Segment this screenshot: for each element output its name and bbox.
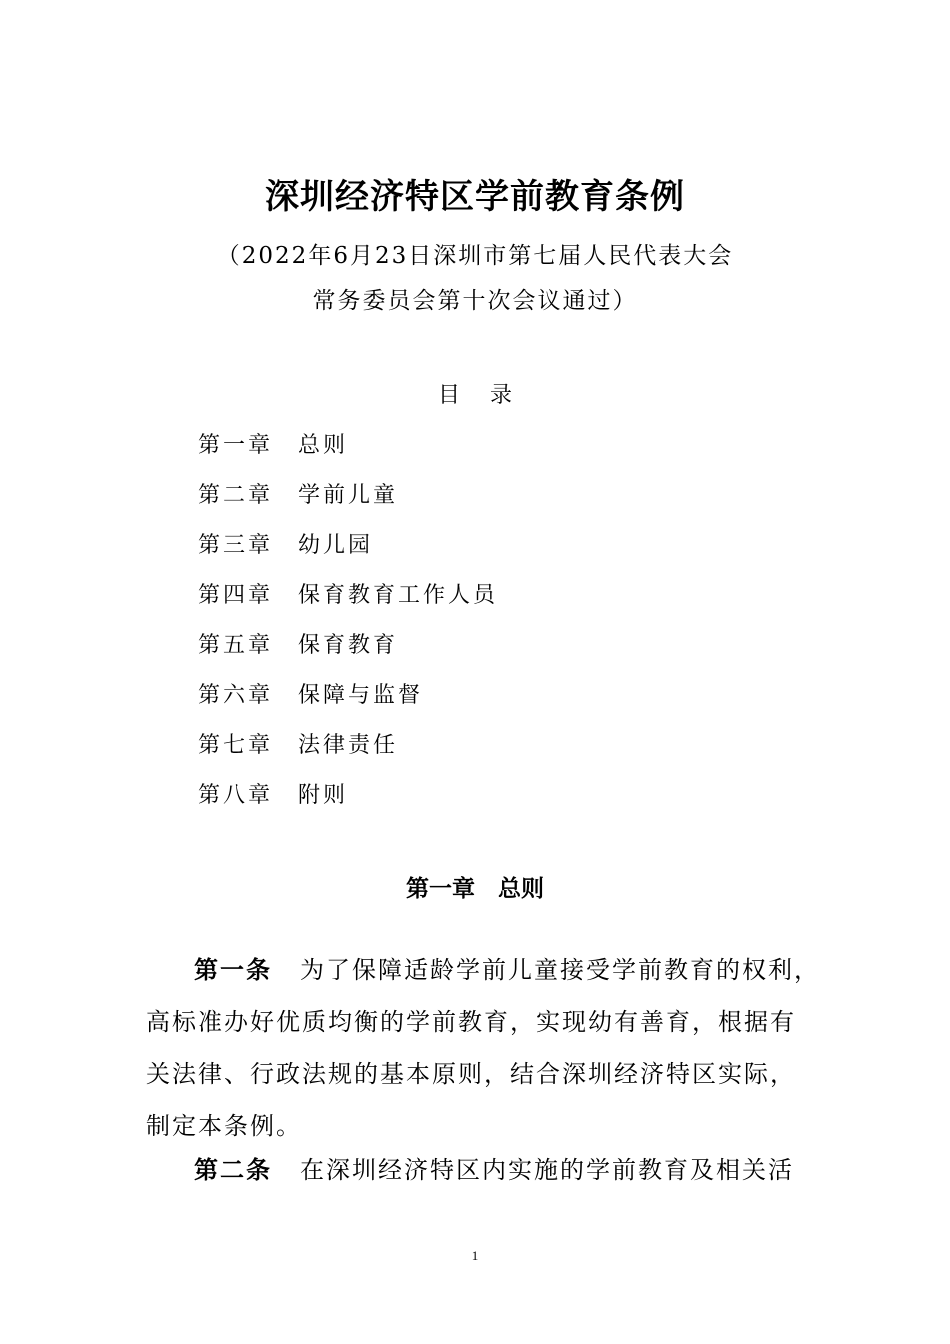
article-label: 第一条 (194, 956, 272, 984)
toc-chapter-number: 第四章 (198, 583, 274, 608)
toc-item (198, 730, 498, 780)
toc-item (198, 780, 498, 830)
toc-chapter-number: 第七章 (198, 733, 274, 758)
toc-chapter-title: 学前儿童 (298, 483, 399, 508)
toc-chapter-title: 总则 (298, 433, 349, 458)
document-subtitle-line-1: （2022年6月23日深圳市第七届人民代表大会 (216, 243, 734, 269)
toc-item (198, 530, 498, 580)
document-title: 深圳经济特区学前教育条例 (265, 177, 685, 217)
article-line (146, 944, 836, 996)
article-paragraph (146, 944, 836, 1152)
chapter-heading: 第一章 总则 (406, 876, 544, 903)
article-line: 制定本条例。 (146, 1112, 302, 1140)
document-subtitle-line-2: 常务委员会第十次会议通过） (312, 288, 638, 314)
article-line: 关法律、行政法规的基本原则，结合深圳经济特区实际， (146, 1060, 796, 1088)
article-text: 为了保障适龄学前儿童接受学前教育的权利， (300, 956, 820, 984)
article-text: 在深圳经济特区内实施的学前教育及相关活 (300, 1156, 794, 1184)
toc-chapter-number: 第一章 (198, 433, 274, 458)
article-label: 第二条 (194, 1156, 272, 1184)
toc-chapter-title: 幼儿园 (298, 533, 374, 558)
toc-chapter-title: 法律责任 (298, 733, 399, 758)
toc-chapter-title: 保育教育 (298, 633, 399, 658)
toc-chapter-number: 第六章 (198, 683, 274, 708)
toc-heading: 目录 (437, 383, 542, 408)
toc-chapter-title: 附则 (298, 783, 349, 808)
toc-item (198, 630, 498, 680)
toc-item (198, 580, 498, 630)
toc-chapter-number: 第二章 (198, 483, 274, 508)
toc-item (198, 480, 498, 530)
toc-item (198, 430, 498, 480)
toc-item (198, 680, 498, 730)
article-paragraph (146, 1144, 836, 1196)
page-number: 1 (471, 1248, 479, 1263)
toc-chapter-number: 第八章 (198, 783, 274, 808)
toc-chapter-title: 保障与监督 (298, 683, 424, 708)
article-line (146, 1144, 836, 1196)
article-line: 高标准办好优质均衡的学前教育，实现幼有善育，根据有 (146, 1008, 796, 1036)
toc-chapter-number: 第五章 (198, 633, 274, 658)
table-of-contents (198, 430, 498, 830)
toc-chapter-number: 第三章 (198, 533, 274, 558)
toc-chapter-title: 保育教育工作人员 (298, 583, 499, 608)
